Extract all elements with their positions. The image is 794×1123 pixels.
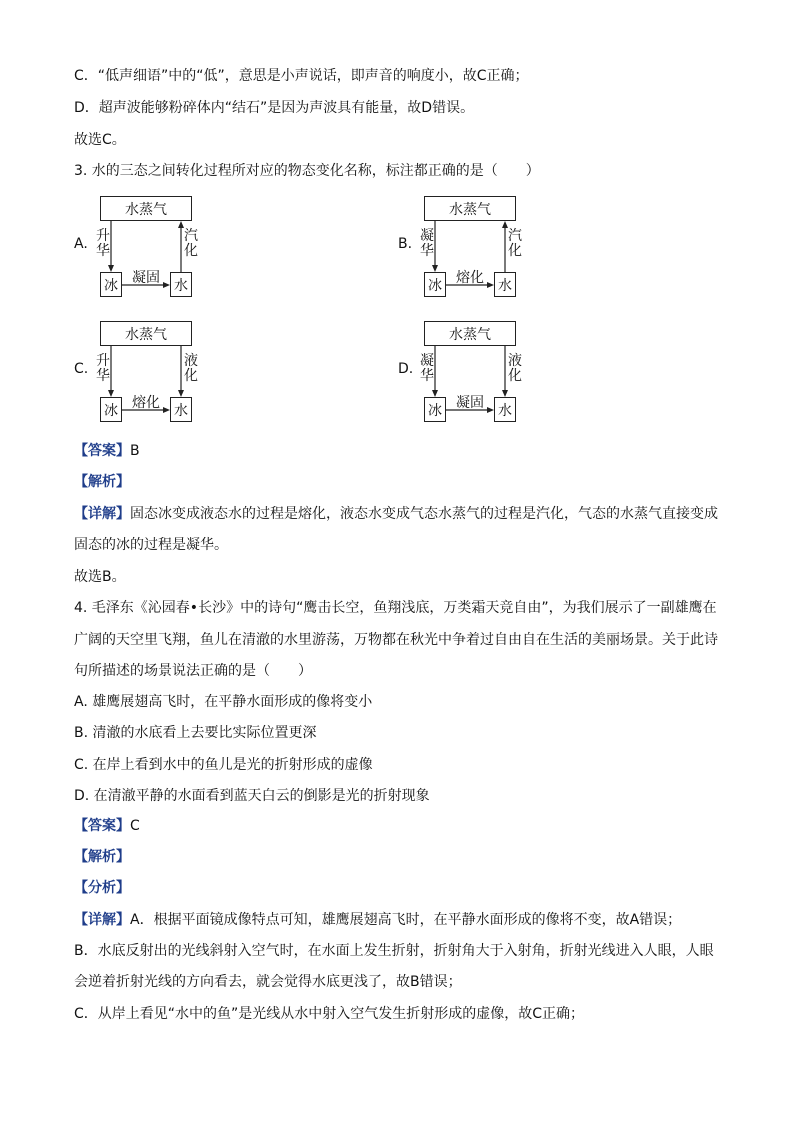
option-letter: D. bbox=[398, 361, 414, 377]
text-line: 句所描述的场景说法正确的是（ ） bbox=[74, 663, 312, 679]
bottom-process-label: 凝固 bbox=[132, 270, 160, 286]
ice-box: 冰 bbox=[424, 397, 446, 422]
analysis-tag: 【解析】 bbox=[74, 849, 130, 865]
answer-tag: 【答案】 bbox=[74, 818, 130, 834]
detail-tag: 【详解】 bbox=[74, 506, 130, 522]
detail-line bbox=[74, 504, 718, 524]
answer-line bbox=[74, 441, 140, 461]
right-process-label: 汽化 bbox=[508, 228, 522, 259]
option-b: B. 清澈的水底看上去要比实际位置更深 bbox=[74, 725, 317, 741]
right-process-label: 汽化 bbox=[184, 228, 198, 259]
text-line: 故选C。 bbox=[74, 132, 126, 148]
text-line: D．超声波能够粉碎体内“结石”是因为声波具有能量，故D错误。 bbox=[74, 100, 475, 116]
analysis-line bbox=[74, 472, 130, 492]
right-process-label: 液化 bbox=[508, 353, 522, 384]
diagram-option-c bbox=[74, 321, 274, 419]
question-4: 4. 毛泽东《沁园春•长沙》中的诗句“鹰击长空，鱼翔浅底，万类霜天竞自由”，为我们展示了一副雄鹰在 bbox=[74, 600, 717, 616]
left-process-label: 升华 bbox=[96, 353, 110, 384]
option-c: C. 在岸上看到水中的鱼儿是光的折射形成的虚像 bbox=[74, 757, 373, 773]
text-line: 会逆着折射光线的方向看去，就会觉得水底更浅了，故B错误； bbox=[74, 974, 462, 990]
water-box: 水 bbox=[494, 272, 516, 297]
detail-text: A．根据平面镜成像特点可知，雄鹰展翅高飞时，在平静水面形成的像将不变，故A错误； bbox=[130, 912, 682, 928]
right-process-label: 液化 bbox=[184, 353, 198, 384]
answer-line bbox=[74, 816, 140, 836]
ice-box: 冰 bbox=[100, 397, 122, 422]
text-line: C．从岸上看见“水中的鱼”是光线从水中射入空气发生折射形成的虚像，故C正确； bbox=[74, 1006, 585, 1022]
diagram-option-a bbox=[74, 196, 274, 294]
option-letter: A. bbox=[74, 236, 88, 252]
ice-box: 冰 bbox=[100, 272, 122, 297]
detail-tag: 【详解】 bbox=[74, 912, 130, 928]
left-process-label: 凝华 bbox=[420, 353, 434, 384]
detail-text: 固态冰变成液态水的过程是熔化，液态水变成气态水蒸气的过程是汽化，气态的水蒸气直接变成 bbox=[130, 506, 718, 522]
vapor-box: 水蒸气 bbox=[424, 196, 516, 221]
diagram-option-b bbox=[398, 196, 598, 294]
text-line: 故选B。 bbox=[74, 569, 126, 585]
text-line: 广阔的天空里飞翔，鱼儿在清澈的水里游荡，万物都在秋光中争着过自由自在生活的美丽场景。关于此诗 bbox=[74, 632, 718, 648]
vapor-box: 水蒸气 bbox=[100, 196, 192, 221]
detail-line bbox=[74, 910, 681, 930]
text-line: B．水底反射出的光线斜射入空气时，在水面上发生折射，折射角大于入射角，折射光线进入人眼，人眼 bbox=[74, 943, 714, 959]
bottom-process-label: 熔化 bbox=[456, 270, 484, 286]
analysis-sub-tag: 【分析】 bbox=[74, 880, 130, 896]
water-box: 水 bbox=[170, 397, 192, 422]
left-process-label: 凝华 bbox=[420, 228, 434, 259]
analysis-sub-line bbox=[74, 878, 130, 898]
bottom-process-label: 熔化 bbox=[132, 395, 160, 411]
analysis-line bbox=[74, 847, 130, 867]
option-d: D. 在清澈平静的水面看到蓝天白云的倒影是光的折射现象 bbox=[74, 788, 430, 804]
water-box: 水 bbox=[494, 397, 516, 422]
text-line: C．“低声细语”中的“低”，意思是小声说话，即声音的响度小，故C正确； bbox=[74, 68, 529, 84]
question-3: 3. 水的三态之间转化过程所对应的物态变化名称，标注都正确的是（ ） bbox=[74, 163, 540, 179]
option-letter: B. bbox=[398, 236, 413, 252]
answer-value: C bbox=[130, 818, 140, 834]
bottom-process-label: 凝固 bbox=[456, 395, 484, 411]
answer-value: B bbox=[130, 443, 140, 459]
text-line: 固态的冰的过程是凝华。 bbox=[74, 537, 228, 553]
diagram-option-d bbox=[398, 321, 598, 419]
water-box: 水 bbox=[170, 272, 192, 297]
left-process-label: 升华 bbox=[96, 228, 110, 259]
vapor-box: 水蒸气 bbox=[100, 321, 192, 346]
option-a: A. 雄鹰展翅高飞时，在平静水面形成的像将变小 bbox=[74, 694, 373, 710]
ice-box: 冰 bbox=[424, 272, 446, 297]
vapor-box: 水蒸气 bbox=[424, 321, 516, 346]
option-letter: C. bbox=[74, 361, 89, 377]
analysis-tag: 【解析】 bbox=[74, 474, 130, 490]
answer-tag: 【答案】 bbox=[74, 443, 130, 459]
